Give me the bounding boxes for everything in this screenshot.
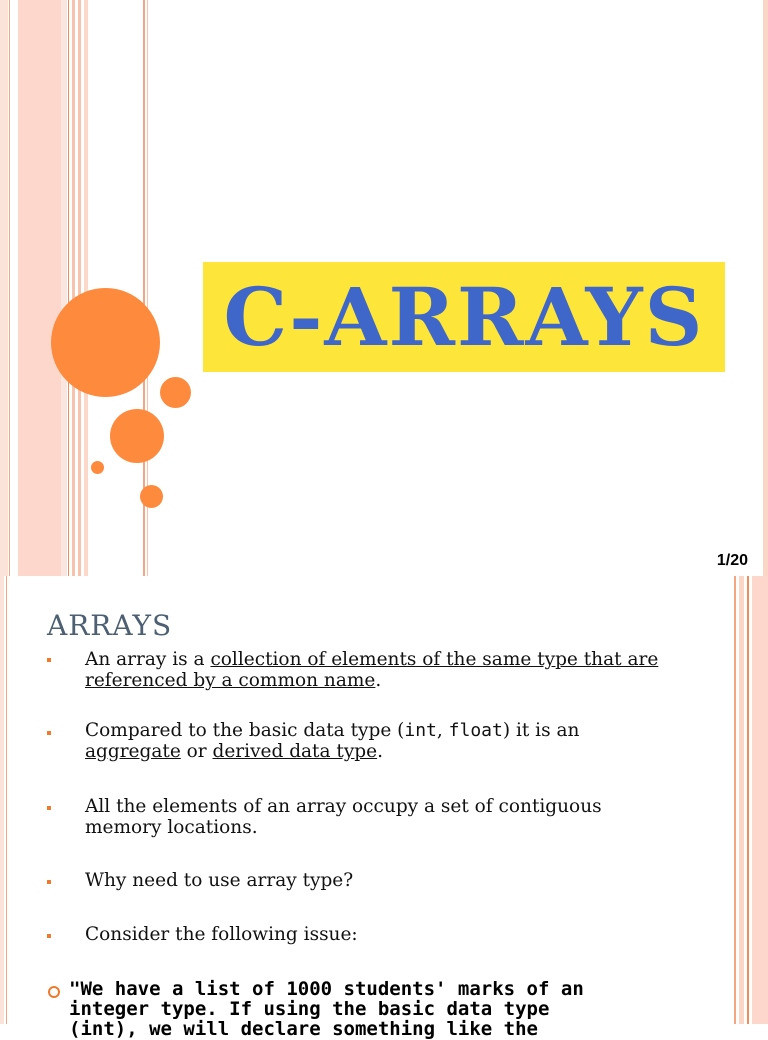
decor-stripe (68, 0, 69, 576)
bullet-text (85, 649, 705, 691)
text-span: Compared to the basic data type ( (85, 720, 405, 741)
bullet-icon (47, 934, 55, 942)
bullet-icon (47, 658, 55, 666)
decor-stripe (739, 576, 744, 1024)
decor-stripe (0, 576, 4, 1024)
underlined-term: derived data type (212, 741, 378, 762)
text-span: or (180, 741, 213, 762)
quote-line: "We have a list of 1000 students' marks of an (69, 978, 584, 1000)
bullet-text (85, 720, 705, 762)
text-span: . (377, 741, 383, 762)
decor-circle (160, 377, 191, 408)
decor-stripe (84, 0, 88, 576)
bullet-text: Why need to use array type? (85, 870, 354, 891)
decor-circle (110, 409, 164, 463)
decor-stripe (6, 576, 7, 1024)
decor-stripe (78, 0, 81, 576)
slide-heading: ARRAYS (47, 609, 173, 642)
bullet-icon (47, 880, 55, 888)
title-highlight (203, 262, 725, 372)
decor-stripe (734, 576, 736, 1024)
underlined-term: collection of elements of the same type that are (210, 649, 659, 670)
content-slide (0, 576, 768, 1040)
text-span: memory locations. (85, 817, 258, 838)
text-span: ) it is an (502, 720, 580, 741)
quote-line: (int), we will declare something like the (69, 1018, 538, 1040)
page-number: 1/20 (716, 552, 748, 569)
bullet-icon (47, 806, 55, 814)
decor-stripe (61, 0, 67, 576)
decor-circle (91, 461, 104, 474)
text-span: An array is a (85, 649, 211, 670)
decor-stripe (752, 576, 768, 1024)
bullet-text (85, 796, 705, 838)
text-span: All the elements of an array occupy a set of contiguous (85, 796, 602, 817)
underlined-term: aggregate (85, 741, 181, 762)
decor-stripe (747, 576, 749, 1024)
decor-circle (140, 485, 163, 508)
code-term: float (448, 720, 503, 741)
bullet-text: Consider the following issue: (85, 924, 358, 945)
decor-stripe (0, 0, 8, 576)
quote-line: integer type. If using the basic data type (69, 998, 550, 1020)
bullet-icon (47, 731, 55, 739)
slide-title: C-ARRAYS (223, 270, 705, 364)
code-term: int (404, 720, 437, 741)
ring-bullet-icon (48, 986, 60, 998)
decor-stripe (763, 0, 768, 576)
underlined-term: referenced by a common name (85, 670, 376, 691)
decor-stripe (18, 0, 61, 576)
decor-stripe (9, 0, 10, 576)
decor-circle (51, 288, 160, 397)
text-span: , (436, 720, 449, 741)
quote-text (69, 979, 679, 1039)
decor-stripe (72, 0, 75, 576)
text-span: . (375, 670, 382, 691)
